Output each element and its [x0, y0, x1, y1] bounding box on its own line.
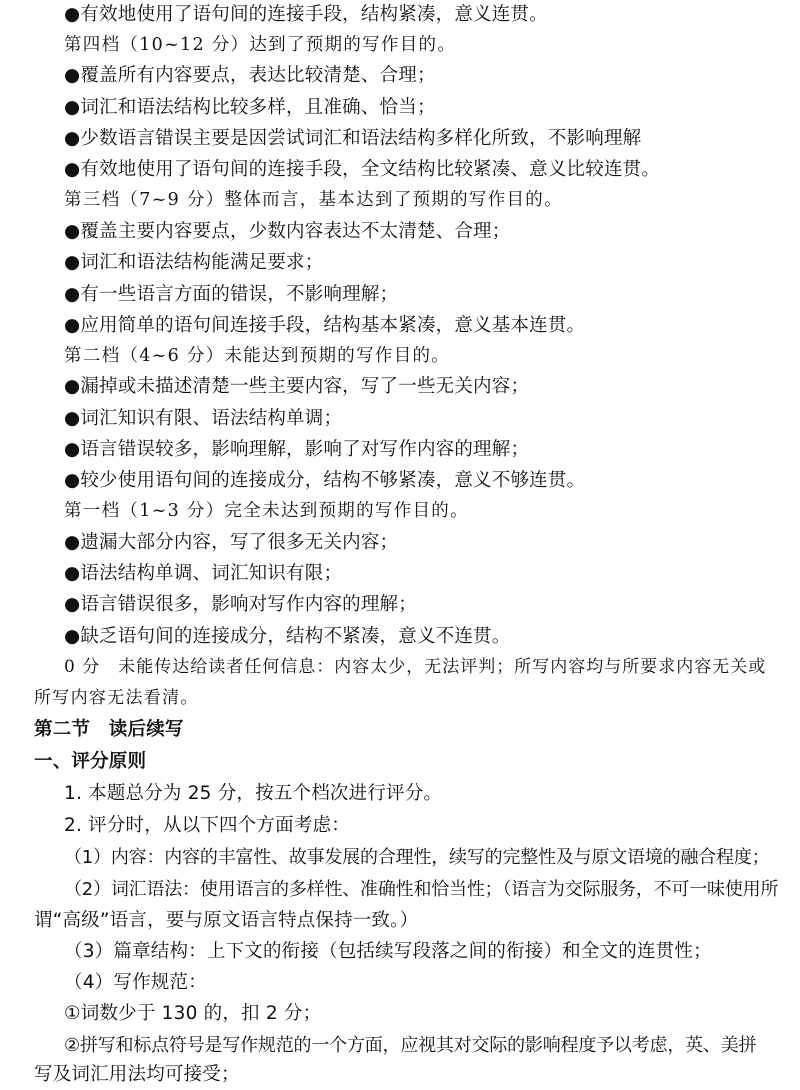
criteria-item: ●遗漏大部分内容，写了很多无关内容；	[64, 532, 399, 553]
grade-one-heading: 第一档（1~3 分）完全未达到预期的写作目的。	[64, 501, 469, 521]
criteria-item: ●语言错误很多，影响对写作内容的理解；	[64, 594, 417, 615]
principle-subitem: （3）篇章结构：上下文的衔接（包括续写段落之间的衔接）和全文的连贯性；	[64, 941, 712, 962]
principle-item: 2. 评分时，从以下四个方面考虑：	[64, 815, 350, 836]
section-two-heading: 第二节 读后续写	[34, 719, 184, 740]
criteria-item: ●词汇和语法结构能满足要求；	[64, 252, 324, 273]
principle-subitem: （4）写作规范：	[64, 972, 207, 993]
criteria-item: ●语法结构单调、词汇知识有限；	[64, 563, 343, 584]
criteria-item: ●词汇知识有限、语法结构单调；	[64, 408, 343, 429]
criteria-item: ●较少使用语句间的连接成分，结构不够紧凑，意义不够连贯。	[64, 470, 586, 491]
criteria-item: ●词汇和语法结构比较多样，且准确、恰当；	[64, 97, 436, 118]
writing-rule-item-continued: 写及词汇用法均可接受；	[34, 1064, 240, 1085]
principle-item: 1. 本题总分为 25 分，按五个档次进行评分。	[64, 783, 443, 804]
criteria-item: ●缺乏语句间的连接成分，结构不紧凑，意义不连贯。	[64, 626, 511, 647]
grade-three-heading: 第三档（7~9 分）整体而言，基本达到了预期的写作目的。	[64, 190, 563, 210]
writing-rule-item: ①词数少于 130 的，扣 2 分；	[64, 1003, 322, 1024]
grade-two-heading: 第二档（4~6 分）未能达到预期的写作目的。	[64, 346, 451, 366]
principle-subitem: （1）内容：内容的丰富性、故事发展的合理性，续写的完整性及与原文语境的融合程度；	[64, 847, 770, 868]
criteria-item: ●少数语言错误主要是因尝试词汇和语法结构多样化所致，不影响理解	[64, 128, 642, 149]
criteria-item: ●覆盖主要内容要点，少数内容表达不太清楚、合理；	[64, 221, 511, 242]
scoring-principles-heading: 一、评分原则	[34, 751, 147, 772]
criteria-item: ●有效地使用了语句间的连接手段，全文结构比较紧凑、意义比较连贯。	[64, 159, 661, 180]
criteria-item: ●应用简单的语句间连接手段，结构基本紧凑，意义基本连贯。	[64, 315, 586, 336]
principle-subitem-continued: 谓“高级”语言，要与原文语言特点保持一致。）	[34, 910, 419, 931]
grade-zero-text: 0 分 未能传达给读者任何信息：内容太少，无法评判；所写内容均与所要求内容无关或	[64, 657, 767, 677]
grade-four-heading: 第四档（10~12 分）达到了预期的写作目的。	[64, 35, 457, 55]
criteria-item: ●语言错误较多，影响理解，影响了对写作内容的理解；	[64, 439, 530, 460]
criteria-item: ●有效地使用了语句间的连接手段，结构紧凑，意义连贯。	[64, 4, 548, 25]
criteria-item: ●覆盖所有内容要点，表达比较清楚、合理；	[64, 65, 436, 86]
writing-rule-item: ②拼写和标点符号是写作规范的一个方面，应视其对交际的影响程度予以考虑，英、美拼	[64, 1035, 757, 1056]
criteria-item: ●漏掉或未描述清楚一些主要内容，写了一些无关内容；	[64, 376, 530, 397]
principle-subitem: （2）词汇语法：使用语言的多样性、准确性和恰当性；（语言为交际服务，不可一味使用所	[64, 879, 779, 900]
criteria-item: ●有一些语言方面的错误，不影响理解；	[64, 284, 399, 305]
grade-zero-text-continued: 所写内容无法看清。	[34, 688, 199, 708]
